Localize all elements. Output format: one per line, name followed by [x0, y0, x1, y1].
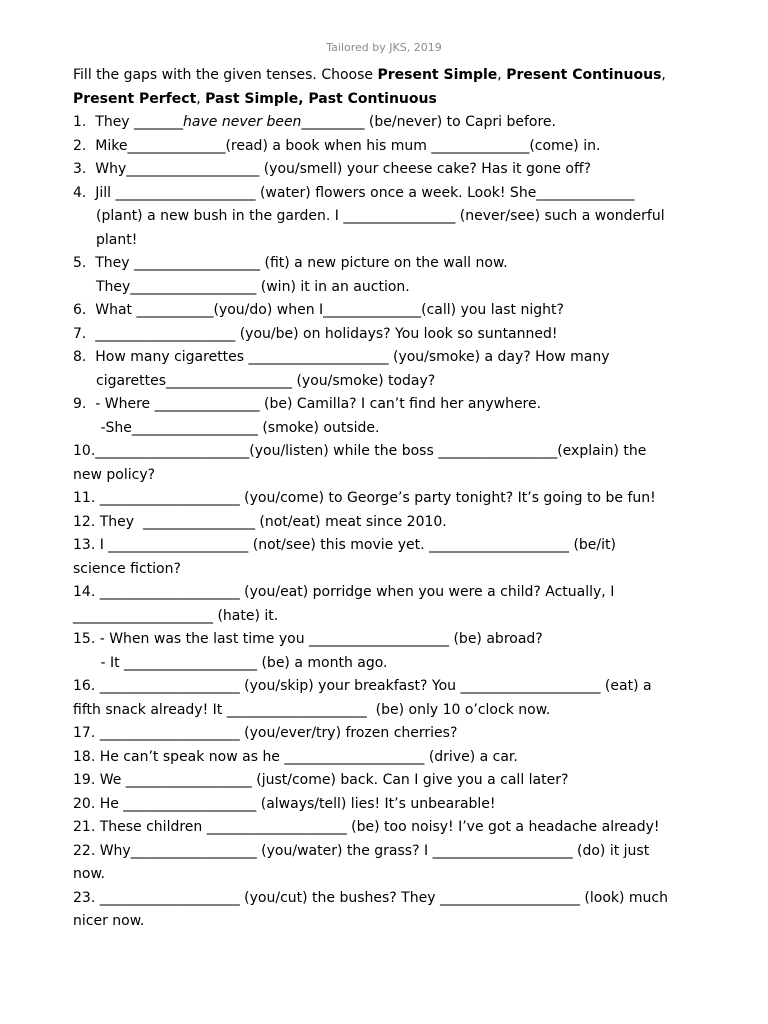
exercise-number: 1. [73, 114, 87, 130]
exercise-4-cont: plant! [96, 231, 138, 248]
instructions-line-1 [73, 64, 713, 88]
exercise-20: 20. He ___________________ (always/tell) lies! It’s unbearable! [73, 795, 496, 812]
exercise-13-cont: science fiction? [73, 560, 181, 577]
exercise-6: 6. What ___________(you/do) when I______________(call) you last night? [73, 302, 564, 318]
exercise-15: 15. - When was the last time you ____________________ (be) abroad? [73, 631, 543, 647]
exercise-4-cont: (plant) a new bush in the garden. I ________________ (never/see) such a wonderful [96, 208, 665, 224]
instructions-lead: Fill the gaps with the given tenses. Choose [73, 67, 378, 83]
tense-present-simple: Present Simple [377, 67, 498, 83]
exercise-4: 4. Jill ____________________ (water) flowers once a week. Look! She______________ [73, 184, 635, 201]
exercise-5: 5. They __________________ (fit) a new picture on the wall now. [73, 255, 508, 271]
exercise-text: They _______ [95, 114, 184, 130]
separator: , [497, 67, 507, 83]
exercise-1 [73, 111, 713, 135]
instructions-line-2 [73, 88, 713, 112]
exercise-16-cont: fifth snack already! It ____________________ (be) only 10 o’clock now. [73, 701, 551, 718]
tense-present-perfect: Present Perfect [73, 90, 197, 107]
exercise-18: 18. He can’t speak now as he ____________________ (drive) a car. [73, 748, 518, 765]
exercise-10-cont: new policy? [73, 466, 156, 483]
exercise-text: _________ (be/never) to Capri before. [301, 114, 556, 130]
exercise-12: 12. They ________________ (not/eat) meat since 2010. [73, 513, 447, 530]
exercise-23-cont: nicer now. [73, 913, 145, 929]
exercise-14: 14. ____________________ (you/eat) porridge when you were a child? Actually, I [73, 584, 615, 600]
exercise-9-cont: -She__________________ (smoke) outside. [96, 419, 380, 436]
separator: , [661, 67, 666, 83]
exercise-7: 7. ____________________ (you/be) on holidays? You look so suntanned! [73, 325, 558, 342]
exercise-14-cont: ____________________ (hate) it. [73, 607, 279, 624]
exercise-10: 10.______________________(you/listen) while the boss _________________(explain) the [73, 443, 647, 459]
exercise-5-cont: They__________________ (win) it in an auction. [96, 278, 410, 295]
example-answer: have never been [183, 114, 302, 130]
exercise-22-cont: now. [73, 866, 106, 882]
page-header: Tailored by JKS, 2019 [326, 41, 442, 54]
tense-present-continuous: Present Continuous [506, 67, 662, 83]
exercise-19: 19. We __________________ (just/come) back. Can I give you a call later? [73, 772, 569, 788]
exercise-17: 17. ____________________ (you/ever/try) frozen cherries? [73, 725, 458, 741]
tense-past-simple-continuous: Past Simple, Past Continuous [205, 90, 437, 107]
exercise-15-cont: - It ___________________ (be) a month ago. [96, 654, 388, 671]
exercise-8-cont: cigarettes__________________ (you/smoke) today? [96, 372, 436, 389]
exercise-3: 3. Why___________________ (you/smell) your cheese cake? Has it gone off? [73, 161, 592, 177]
worksheet-content [73, 64, 713, 934]
exercise-11: 11. ____________________ (you/come) to George’s party tonight? It’s going to be fun! [73, 490, 656, 506]
exercise-21: 21. These children ____________________ (be) too noisy! I’ve got a headache already! [73, 819, 660, 835]
exercise-22: 22. Why__________________ (you/water) the grass? I ____________________ (do) it just [73, 842, 650, 859]
exercise-8: 8. How many cigarettes ____________________ (you/smoke) a day? How many [73, 349, 610, 365]
exercise-13: 13. I ____________________ (not/see) this movie yet. ____________________ (be/it) [73, 537, 616, 553]
exercise-9: 9. - Where _______________ (be) Camilla? I can’t find her anywhere. [73, 396, 542, 412]
exercise-2: 2. Mike______________(read) a book when his mum ______________(come) in. [73, 137, 601, 154]
separator: , [196, 90, 206, 107]
exercise-16: 16. ____________________ (you/skip) your breakfast? You ____________________ (eat) a [73, 678, 652, 694]
exercise-23: 23. ____________________ (you/cut) the bushes? They ____________________ (look) much [73, 889, 668, 906]
